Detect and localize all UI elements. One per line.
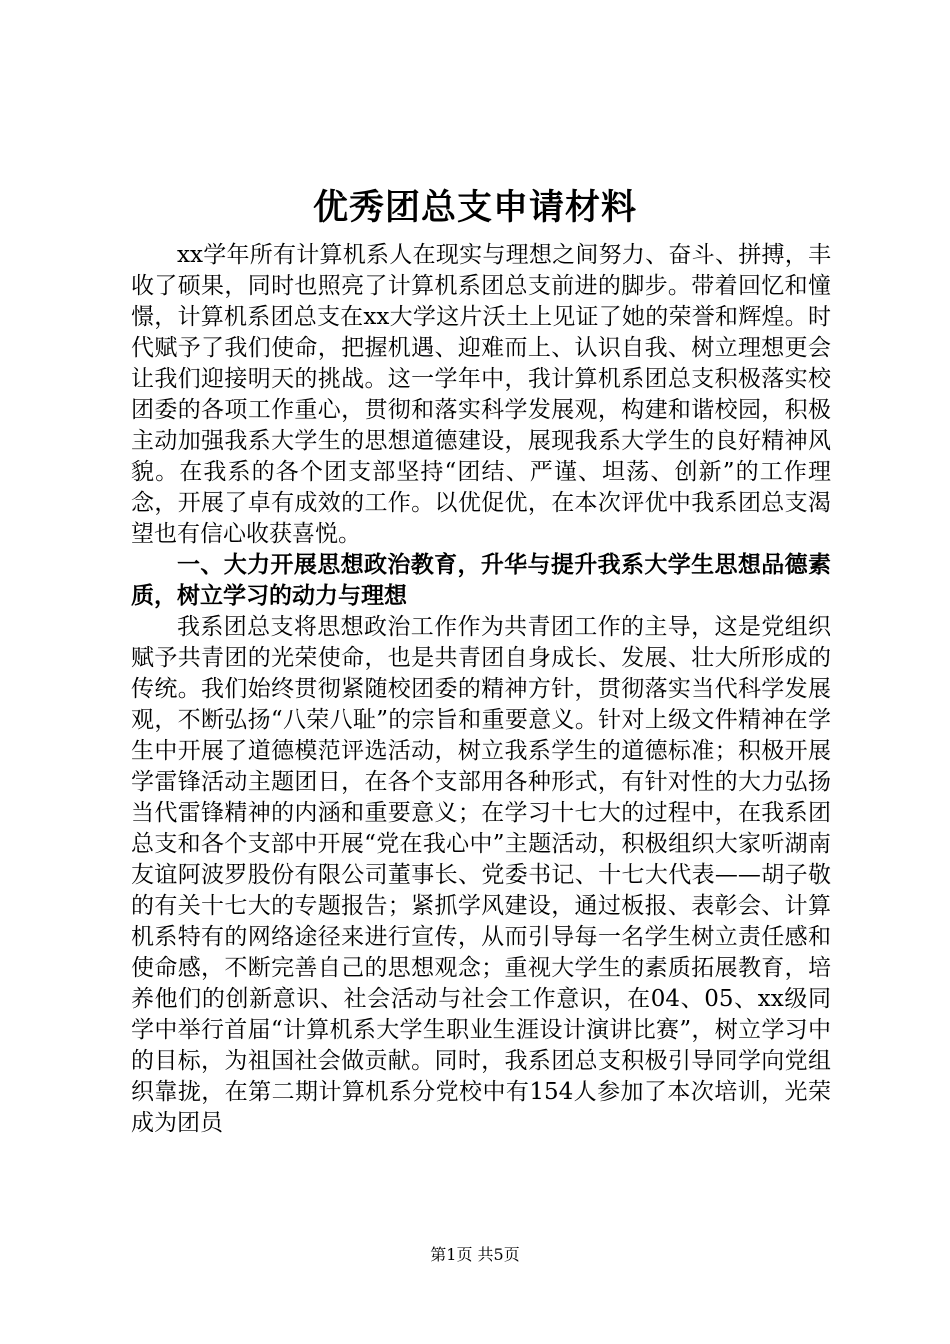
section-1-paragraph: 我系团总支将思想政治工作作为共青团工作的主导，这是党组织赋予共青团的光荣使命，也是共青团自身成长、发展、壮大所形成的传统。我们始终贯彻紧随校团委的精神方针，贯彻落实当代科学发展观，不断弘扬“八荣八耻”的宗旨和重要意义。针对上级文件精神在学生中开展了道德模范评选活动，树立我系学生的道德标准；积极开展学雷锋活动主题团日，在各个支部用各种形式，有针对性的大力弘扬当代雷锋精神的内涵和重要意义；在学习十七大的过程中，在我系团总支和各个支部中开展“党在我心中”主题活动，积极组织大家听湖南友谊阿波罗股份有限公司董事长、党委书记、十七大代表——胡子敬的有关十七大的专题报告；紧抓学风建设，通过板报、表彰会、计算机系特有的网络途径来进行宣传，从而引导每一名学生树立责任感和使命感，不断完善自己的思想观念；重视大学生的素质拓展教育，培养他们的创新意识、社会活动与社会工作意识，在04、05、xx级同学中举行首届“计算机系大学生职业生涯设计演讲比赛”，树立学习中的目标，为祖国社会做贡献。同时，我系团总支积极引导同学向党组织靠拢，在第二期计算机系分党校中有154人参加了本次培训，光荣成为团员 xyxy=(131,614,831,1136)
document-body xyxy=(131,240,831,1139)
section-heading-1: 一、大力开展思想政治教育，升华与提升我系大学生思想品德素质，树立学习的动力与理想 xyxy=(131,552,831,609)
page-number-footer: 第1页 共5页 xyxy=(430,1245,520,1264)
intro-paragraph: xx学年所有计算机系人在现实与理想之间努力、奋斗、拼搏，丰收了硕果，同时也照亮了计算机系团总支前进的脚步。带着回忆和憧憬，计算机系团总支在xx大学这片沃土上见证了她的荣誉和辉煌。时代赋予了我们使命，把握机遇、迎难而上、认识自我、树立理想更会让我们迎接明天的挑战。这一学年中，我计算机系团总支积极落实校团委的各项工作重心，贯彻和落实科学发展观，构建和谐校园，积极主动加强我系大学生的思想道德建设，展现我系大学生的良好精神风貌。在我系的各个团支部坚持“团结、严谨、坦荡、创新”的工作理念，开展了卓有成效的工作。以优促优，在本次评优中我系团总支渴望也有信心收获喜悦。 xyxy=(131,242,831,547)
document-title: 优秀团总支申请材料 xyxy=(312,188,637,228)
